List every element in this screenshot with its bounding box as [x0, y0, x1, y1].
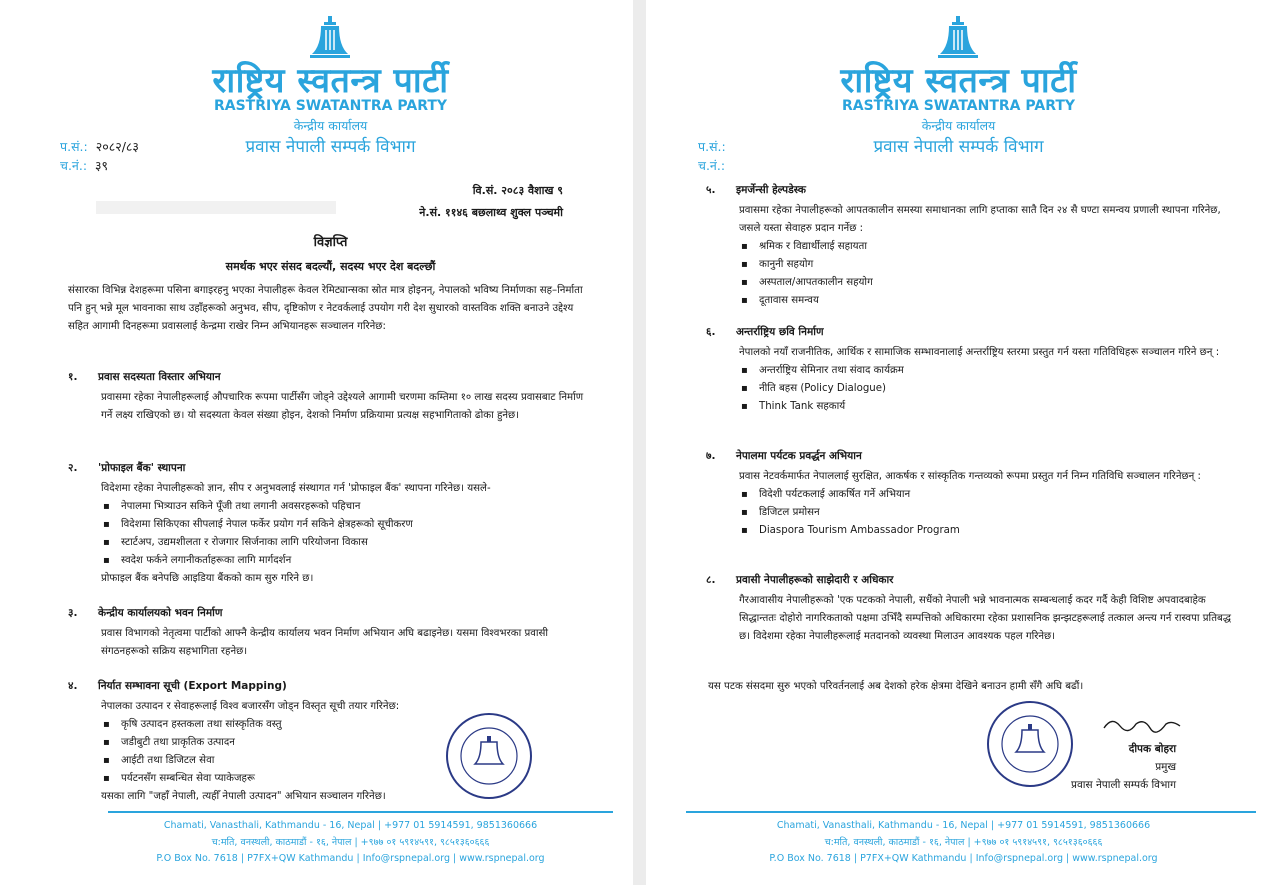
- ps-value: २०८२/८३: [95, 139, 139, 154]
- date-bs: वि.सं. २०८३ वैशाख ९: [472, 184, 563, 197]
- office-label: केन्द्रीय कार्यालय: [921, 118, 996, 133]
- footer-address-np: च:मति, वनस्थली, काठमाडौं - १६, नेपाल | +९७७ ०१ ५९१४५९१, ९८५१३६०६६६: [211, 836, 490, 848]
- signatory-block: [1071, 740, 1176, 794]
- signatory-department: प्रवास नेपाली सम्पर्क विभाग: [1071, 779, 1177, 791]
- section-4: [68, 679, 473, 806]
- footer-address-en: Chamati, Vanasthali, Kathmandu - 16, Nepal | +977 01 5914591, 9851360666: [163, 820, 538, 831]
- section-paragraph: प्रवासमा रहेका नेपालीहरूको आपतकालीन समस्या समाधानका लागि हप्ताका सातै दिन २४ सै घण्टा समन्वय प्रणाली स्थापना गरिनेछ, जसले यस्ता सेवाहरु प्रदान गर्नेछ :: [739, 205, 1221, 234]
- list-item: ▪ विदेशी पर्यटकलाई आकर्षित गर्ने अभियान: [739, 486, 1231, 504]
- section-number: ४.: [68, 680, 78, 692]
- list-item: ▪ अस्पताल/आपतकालीन सहयोग: [739, 274, 1231, 292]
- list-item: ▪ कृषि उत्पादन हस्तकला तथा सांस्कृतिक वस्तु: [101, 716, 473, 734]
- section-title: अन्तर्राष्ट्रिय छवि निर्माण: [736, 326, 824, 338]
- bullet-list: [706, 362, 1231, 416]
- section-title: प्रवास सदस्यता विस्तार अभियान: [98, 371, 221, 383]
- bullet-list: [706, 486, 1231, 540]
- section-title: केन्द्रीय कार्यालयको भवन निर्माण: [98, 607, 223, 619]
- official-stamp: [986, 700, 1074, 788]
- list-item: ▪ दूतावास समन्वय: [739, 292, 1231, 310]
- footer-contact: P.O Box No. 7618 | P7FX+QW Kathmandu | Info@rspnepal.org | www.rspnepal.org: [769, 853, 1158, 864]
- footer-address-en: Chamati, Vanasthali, Kathmandu - 16, Nepal | +977 01 5914591, 9851360666: [776, 820, 1151, 831]
- list-item: ▪ पर्यटनसँग सम्बन्धित सेवा प्याकेजहरू: [101, 770, 473, 788]
- footer-divider: [108, 811, 613, 813]
- letter-page-1: [8, 0, 633, 885]
- official-stamp: [445, 712, 533, 800]
- signature-mark: [1102, 714, 1182, 736]
- section-after-text: प्रोफाइल बैंक बनेपछि आइडिया बैंकको काम सुरु गरिने छ।: [101, 573, 314, 584]
- list-item: ▪ डिजिटल प्रमोसन: [739, 504, 1231, 522]
- list-item: ▪ स्वदेश फर्कने लगानीकर्ताहरूका लागि मार्गदर्शन: [101, 552, 593, 570]
- department-label: प्रवास नेपाली सम्पर्क विभाग: [245, 137, 416, 157]
- section-after-text: यसका लागि "जहाँ नेपाली, त्यहीँ नेपाली उत्पादन" अभियान सञ्चालन गरिनेछ।: [101, 791, 386, 802]
- ps-label: प.सं.:: [60, 139, 88, 154]
- page-gutter: [633, 0, 646, 885]
- cn-value: ३९: [95, 158, 109, 173]
- list-item: ▪ स्टार्टअप, उद्यमशीलता र रोजगार सिर्जनाका लागि परियोजना विकास: [101, 534, 593, 552]
- ps-label: प.सं.:: [698, 139, 726, 154]
- section-number: ८.: [706, 574, 716, 586]
- list-item: ▪ Think Tank सहकार्य: [739, 398, 1231, 416]
- department-label: प्रवास नेपाली सम्पर्क विभाग: [873, 137, 1044, 157]
- list-item: ▪ श्रमिक र विद्यार्थीलाई सहायता: [739, 238, 1231, 256]
- letter-footer: [646, 818, 1271, 868]
- date-ns: ने.सं. ११४६ बछलाथ्व शुक्ल पञ्चमी: [419, 206, 563, 219]
- list-item: ▪ Diaspora Tourism Ambassador Program: [739, 522, 1231, 540]
- section-number: ५.: [706, 184, 716, 196]
- section-number: २.: [68, 462, 78, 474]
- section-1: [68, 370, 593, 425]
- redacted-area: [96, 201, 336, 214]
- section-paragraph: प्रवासमा रहेका नेपालीहरूलाई औपचारिक रूपमा पार्टीसँग जोड्ने उद्देश्यले आगामी चरणमा कम्तिमा १० लाख सदस्य प्रवासबाट निर्माण गर्ने लक्ष्य राखिएको छ। यो सदस्यता केवल संख्या होइन, देशको निर्माण प्रक्रियामा प्रत्यक्ष सहभागिताको ढोका हुनेछ।: [101, 392, 584, 421]
- bullet-list: [706, 238, 1231, 310]
- section-title: इमर्जेन्सी हेल्पडेस्क: [736, 184, 806, 196]
- party-name-english: RASTRIYA SWATANTRA PARTY: [841, 98, 1076, 114]
- letter-footer: [8, 818, 633, 868]
- section-title: 'प्रोफाइल बैंक' स्थापना: [98, 462, 186, 474]
- section-2: [68, 461, 593, 588]
- letter-page-2: [646, 0, 1271, 885]
- section-number: ७.: [706, 450, 716, 462]
- section-paragraph: प्रवास नेटवर्कमार्फत नेपाललाई सुरक्षित, आकर्षक र सांस्कृतिक गन्तव्यको रूपमा प्रस्तुत गर्न निम्न गतिविधि सञ्चालन गरिनेछन् :: [739, 471, 1201, 482]
- office-label: केन्द्रीय कार्यालय: [293, 118, 368, 133]
- section-8: [706, 573, 1231, 646]
- list-item: ▪ कानुनी सहयोग: [739, 256, 1231, 274]
- signatory-name: दीपक बोहरा: [1128, 743, 1177, 755]
- date-block: [419, 180, 563, 224]
- section-3: [68, 606, 593, 661]
- cn-label: च.नं.:: [60, 158, 88, 173]
- section-title: प्रवासी नेपालीहरूको साझेदारी र अधिकार: [736, 574, 894, 586]
- footer-divider: [686, 811, 1256, 813]
- section-5: [706, 183, 1231, 310]
- bullet-list: [68, 716, 473, 788]
- reference-box: [698, 137, 726, 175]
- section-paragraph: गैरआवासीय नेपालीहरूको 'एक पटकको नेपाली, सधैंको नेपाली भन्ने भावनात्मक सम्बन्धलाई कदर गर्दै केही विशिष्ट अपवादबाहेक सिद्धान्ततः दोहोरो नागरिकताको पक्षमा उभिँदै सम्पत्तिको अधिकारमा रहेका प्रशासनिक झन्झटहरूलाई तत्काल अन्त्य गर्न रास्वपा प्रतिबद्ध छ। विदेशमा रहेका नेपालीहरूलाई मतदानको व्यवस्था मिलाउन आवश्यक पहल गरिनेछ।: [739, 595, 1231, 642]
- footer-contact: P.O Box No. 7618 | P7FX+QW Kathmandu | Info@rspnepal.org | www.rspnepal.org: [156, 853, 545, 864]
- cn-label: च.नं.:: [698, 158, 726, 173]
- doc-heading: विज्ञप्ति: [313, 235, 348, 250]
- bullet-list: [68, 498, 593, 570]
- party-name-nepali: राष्ट्रिय स्वतन्त्र पार्टी: [840, 61, 1077, 101]
- section-paragraph: नेपालको नयाँ राजनीतिक, आर्थिक र सामाजिक सम्भावनालाई अन्तर्राष्ट्रिय स्तरमा प्रस्तुत गर्न यस्ता गतिविधिहरू सञ्चालन गरिने छन् :: [739, 347, 1220, 358]
- list-item: ▪ नीति बहस (Policy Dialogue): [739, 380, 1231, 398]
- intro-paragraph: संसारका विभिन्न देशहरूमा पसिना बगाइरहनु भएका नेपालीहरू केवल रेमिट्यान्सका स्रोत मात्र होइनन्, नेपालको भविष्य निर्माणका सह–निर्माता पनि हुन् भन्ने मूल भावनाका साथ उहाँहरूको अनुभव, सीप, दृष्टिकोण र नेटवर्कलाई उपयोग गरी देश सुधारको वास्तविक शक्ति बनाउने उद्देश्य सहित आगामी दिनहरूमा प्रवासलाई केन्द्रमा राखेर निम्न अभियानहरू सञ्चालन गरिनेछ:: [68, 285, 583, 332]
- doc-subheading: समर्थक भएर संसद बदल्यौं, सदस्य भएर देश बदल्छौं: [225, 260, 436, 273]
- section-number: ६.: [706, 326, 716, 338]
- list-item: ▪ आईटी तथा डिजिटल सेवा: [101, 752, 473, 770]
- section-6: [706, 325, 1231, 416]
- list-item: ▪ नेपालमा भित्र्याउन सकिने पूँजी तथा लगानी अवसरहरूको पहिचान: [101, 498, 593, 516]
- footer-address-np: च:मति, वनस्थली, काठमाडौं - १६, नेपाल | +९७७ ०१ ५९१४५९१, ९८५१३६०६६६: [824, 836, 1103, 848]
- section-number: ३.: [68, 607, 78, 619]
- reference-box: [60, 137, 139, 175]
- section-title: निर्यात सम्भावना सूची (Export Mapping): [98, 680, 287, 692]
- section-paragraph: प्रवास विभागको नेतृत्वमा पार्टीको आफ्नै केन्द्रीय कार्यालय भवन निर्माण अभियान अघि बढाइनेछ। यसमा विश्वभरका प्रवासी संगठनहरूको सक्रिय सहभागिता रहनेछ।: [101, 628, 549, 657]
- section-paragraph: नेपालका उत्पादन र सेवाहरूलाई विश्व बजारसँग जोड्न विस्तृत सूची तयार गरिनेछ:: [101, 701, 400, 712]
- list-item: ▪ जडीबुटी तथा प्राकृतिक उत्पादन: [101, 734, 473, 752]
- list-item: ▪ विदेशमा सिकिएका सीपलाई नेपाल फर्केर प्रयोग गर्न सकिने क्षेत्रहरूको सूचीकरण: [101, 516, 593, 534]
- section-title: नेपालमा पर्यटक प्रवर्द्धन अभियान: [736, 450, 862, 462]
- section-paragraph: विदेशमा रहेका नेपालीहरूको ज्ञान, सीप र अनुभवलाई संस्थागत गर्न 'प्रोफाइल बैंक' स्थापना गरिनेछ। यसले-: [101, 483, 491, 494]
- signatory-title: प्रमुख: [1155, 761, 1177, 773]
- party-name-english: RASTRIYA SWATANTRA PARTY: [213, 98, 448, 114]
- list-item: ▪ अन्तर्राष्ट्रिय सेमिनार तथा संवाद कार्यक्रम: [739, 362, 1231, 380]
- section-7: [706, 449, 1231, 540]
- closing-paragraph: यस पटक संसदमा सुरु भएको परिवर्तनलाई अब देशको हरेक क्षेत्रमा देखिने बनाउन हामी सँगै अघि बढौं।: [708, 681, 1084, 692]
- section-number: १.: [68, 371, 78, 383]
- party-name-nepali: राष्ट्रिय स्वतन्त्र पार्टी: [212, 61, 449, 101]
